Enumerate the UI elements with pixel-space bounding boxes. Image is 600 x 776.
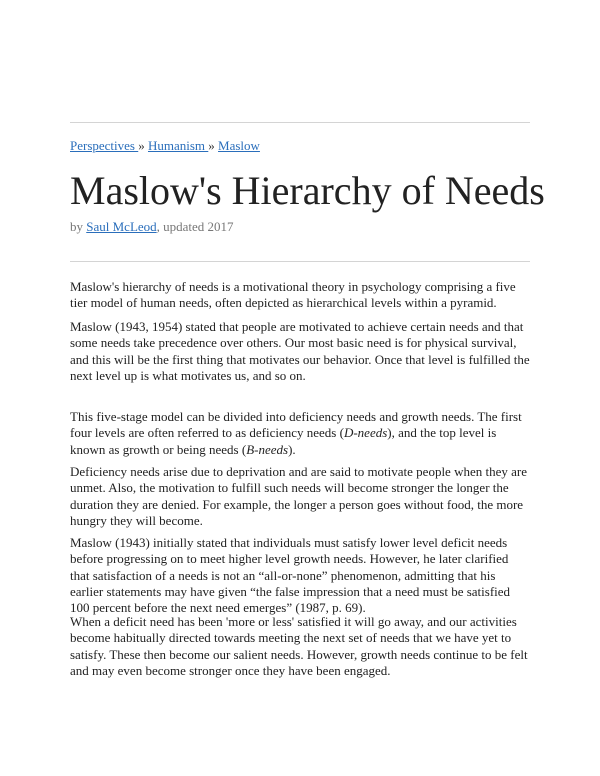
- breadcrumb-separator: »: [138, 138, 148, 153]
- paragraph-text: Maslow (1943, 1954) stated that people are motivated to achieve certain needs and that some needs take precedence over others. Our most basic need is for physical survival, and this will be the first thing that motivates our behavior. Once that level is fulfilled the next level up is what motivates us, and so on.: [70, 319, 530, 383]
- paragraph-text: Maslow (1943) initially stated that individuals must satisfy lower level deficit needs before progressing on to meet higher level growth needs. However, he later clarified that satisfaction of a needs is not an “all-or-none” phenomenon, admitting that his earlier statements may have given “the false impression that a need must be satisfied 100 percent before the next need emerges” (1987, p. 69).: [70, 535, 511, 616]
- top-divider: [70, 122, 530, 123]
- paragraph-intro: [70, 279, 530, 312]
- breadcrumb-link-maslow[interactable]: Maslow: [218, 138, 260, 153]
- breadcrumb-separator: »: [208, 138, 219, 153]
- page-title: Maslow's Hierarchy of Needs: [70, 168, 545, 213]
- breadcrumb-link-perspectives[interactable]: Perspectives: [70, 138, 139, 153]
- paragraph-motivation: [70, 319, 530, 384]
- emphasis-d-needs: D-needs: [343, 425, 388, 441]
- paragraph-text: When a deficit need has been 'more or less' satisfied it will go away, and our activities become habitually directed towards meeting the next set of needs that we have yet to satisfy. These then become our salient needs. However, growth needs continue to be felt and may even become stronger once they have been engaged.: [70, 614, 528, 678]
- paragraph-text: Maslow's hierarchy of needs is a motivational theory in psychology comprising a five tier model of human needs, often depicted as hierarchical levels within a pyramid.: [70, 279, 516, 311]
- paragraph-deficit-satisfied: [70, 614, 530, 679]
- byline-prefix: by: [70, 219, 87, 234]
- paragraph-text: [70, 409, 530, 458]
- paragraph-five-stage-model: [70, 409, 530, 458]
- section-divider: [70, 261, 530, 262]
- byline-suffix: , updated 2017: [156, 219, 234, 234]
- paragraph-text: Deficiency needs arise due to deprivation and are said to motivate people when they are unmet. Also, the motivation to fulfill such needs will become stronger the longer the duration they are denied. For example, the longer a person goes without food, the more hungry they will become.: [70, 464, 527, 528]
- breadcrumb-link-humanism[interactable]: Humanism: [147, 138, 209, 153]
- text-run: This five-stage model can be divided into deficiency needs and growth needs. The first four levels are often referred to as deficiency needs (: [70, 409, 522, 441]
- text-run: ).: [288, 441, 296, 457]
- paragraph-deficiency-needs: [70, 464, 530, 529]
- breadcrumb: [70, 138, 260, 154]
- author-link[interactable]: Saul McLeod: [86, 219, 157, 234]
- text-run: ), and the top level is known as growth or being needs (: [70, 425, 497, 457]
- paragraph-progression: [70, 535, 530, 616]
- emphasis-b-needs: B-needs: [246, 441, 289, 457]
- byline: [70, 219, 234, 235]
